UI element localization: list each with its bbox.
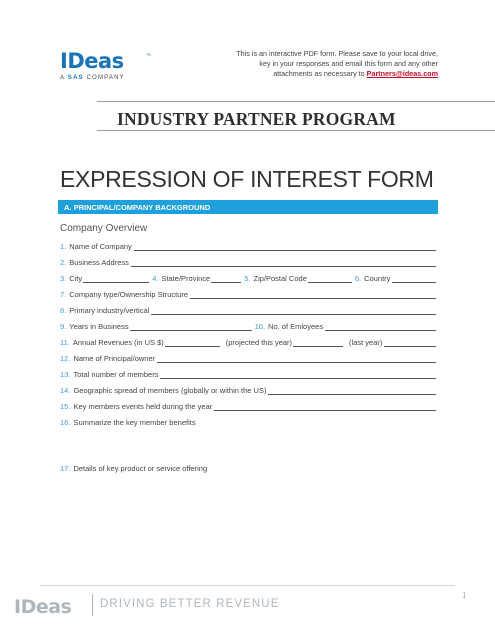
footer-divider xyxy=(92,594,93,616)
field-row-principal-name: 12. Name of Principal/owner xyxy=(60,352,438,363)
form-title: EXPRESSION OF INTEREST FORM xyxy=(60,166,434,192)
principal-name-input[interactable] xyxy=(157,354,436,363)
field-row-years-employees: 9. Years in Business 10. No. of Emloyees xyxy=(60,320,438,331)
field-row-annual-revenues: 11. Annual Revenues (in US $) (projected this year) (last year) xyxy=(60,336,438,347)
projected-revenue-input[interactable] xyxy=(293,338,343,347)
last-year-revenue-input[interactable] xyxy=(384,338,436,347)
field-row-company-name: 1. Name of Company xyxy=(60,240,438,251)
section-header-bar xyxy=(58,200,438,214)
footer-tagline: DRIVING BETTER REVENUE xyxy=(100,598,280,610)
state-province-input[interactable] xyxy=(211,274,241,283)
header-rule-bottom xyxy=(97,130,495,131)
zip-postal-code-input[interactable] xyxy=(308,274,352,283)
partners-email-link[interactable]: Partners@ideas.com xyxy=(366,69,438,79)
footer-logo: IDeas xyxy=(14,596,72,618)
field-row-product-offering[interactable]: 17. Details of key product or service offering xyxy=(60,464,208,473)
field-row-company-type: 7. Company type/Ownership Structure xyxy=(60,288,438,299)
logo-wordmark: IDeas xyxy=(60,49,124,73)
ideas-logo xyxy=(60,51,155,91)
field-row-member-benefits[interactable]: 16. Summarize the key member benefits xyxy=(60,418,196,427)
field-row-location: 3. City 4. State/Province 5. Zip/Postal Code 6. Country xyxy=(60,272,438,283)
logo-trademark: ™ xyxy=(146,53,151,59)
company-name-input[interactable] xyxy=(134,242,436,251)
city-input[interactable] xyxy=(83,274,149,283)
field-row-member-events: 15. Key members events held during the year xyxy=(60,400,438,411)
logo-company-line: A SAS COMPANY xyxy=(60,75,125,81)
footer-rule xyxy=(40,585,455,586)
program-title: INDUSTRY PARTNER PROGRAM xyxy=(117,109,396,129)
primary-industry-input[interactable] xyxy=(151,306,436,315)
field-row-business-address: 2. Business Address xyxy=(60,256,438,267)
section-label: A. PRINCIPAL/COMPANY BACKGROUND xyxy=(64,202,211,212)
annual-revenue-input[interactable] xyxy=(165,338,220,347)
sas-brand: SAS xyxy=(67,75,84,81)
years-in-business-input[interactable] xyxy=(130,322,252,331)
intro-text: This is an interactive PDF form. Please save to your local drive, key in your responses and email this form and any other attachments as necessary to Partners@ideas.com xyxy=(236,49,438,79)
field-row-total-members: 13. Total number of members xyxy=(60,368,438,379)
field-row-primary-industry: 8. Primary industry/vertical xyxy=(60,304,438,315)
field-row-geographic-spread: 14. Geographic spread of members (globally or within the US) xyxy=(60,384,438,395)
member-events-input[interactable] xyxy=(214,402,436,411)
country-input[interactable] xyxy=(392,274,436,283)
total-members-input[interactable] xyxy=(160,370,436,379)
geographic-spread-input[interactable] xyxy=(268,386,436,395)
header-rule-top xyxy=(97,101,495,102)
company-overview-heading: Company Overview xyxy=(60,223,148,234)
page-number: 1 xyxy=(462,591,467,600)
company-type-input[interactable] xyxy=(190,290,436,299)
employees-input[interactable] xyxy=(325,322,436,331)
business-address-input[interactable] xyxy=(131,258,436,267)
